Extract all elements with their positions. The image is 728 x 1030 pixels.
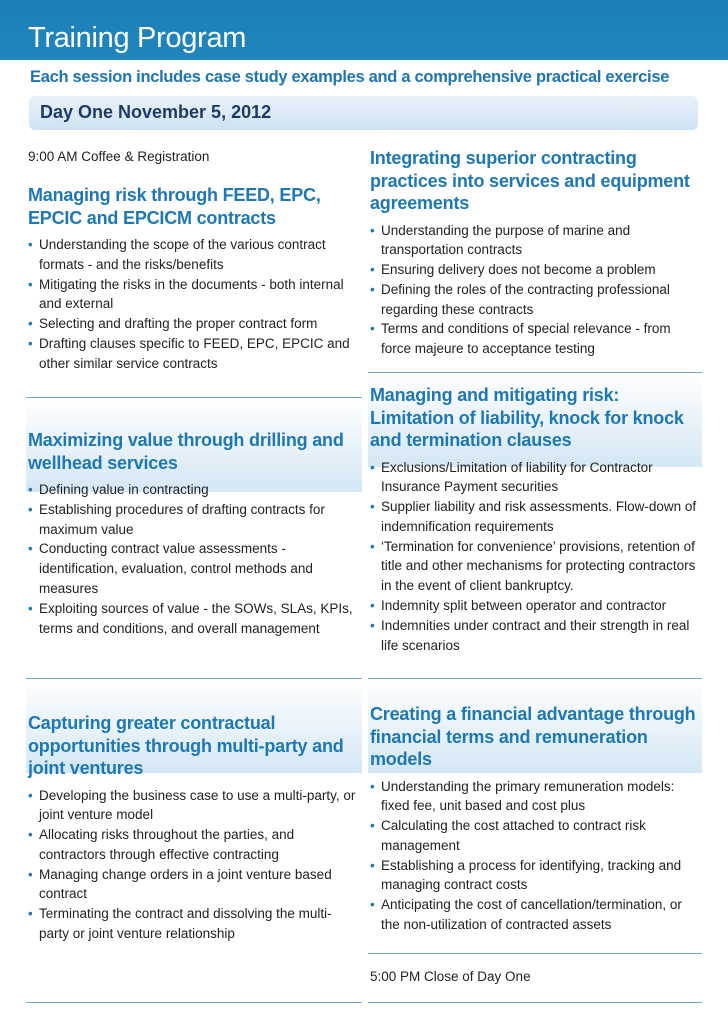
session-bullets (370, 221, 700, 360)
day-bar-label: Day One November 5, 2012 (40, 102, 272, 122)
bullet-item: • Indemnity split between operator and contractor (370, 596, 700, 616)
session-bullets (28, 786, 360, 944)
session-heading: Maximizing value through drilling and wellhead services (28, 430, 344, 473)
session-heading: Capturing greater contractual opportunities through multi-party and joint ventures (28, 713, 344, 778)
session-heading: Integrating superior contracting practices into services and equipment agreements (370, 148, 690, 213)
bullet-item: • Defining the roles of the contracting professional regarding these contracts (370, 281, 670, 317)
section-divider (368, 678, 702, 679)
bullet-item: • Establishing procedures of drafting contracts for maximum value (28, 501, 325, 537)
bullet-item: • Managing change orders in a joint venture based contract (28, 866, 332, 902)
bottom-divider (26, 1002, 362, 1003)
section-divider (26, 397, 362, 398)
session-bullets (28, 480, 360, 638)
bullet-item: • Understanding the primary remuneration models: fixed fee, unit based and cost plus (370, 778, 675, 814)
session-right-2 (370, 384, 700, 655)
bullet-icon: • (28, 600, 33, 616)
bullet-icon: • (28, 541, 33, 557)
session-left-1 (28, 184, 360, 374)
section-divider (26, 678, 362, 679)
day-bar (29, 96, 698, 130)
bullet-item: • ‘Termination for convenience’ provisions, retention of title and other mechanisms for protecting contractors in the event of client bankruptcy. (370, 538, 696, 594)
session-heading: Managing risk through FEED, EPC, EPCIC and EPCICM contracts (28, 185, 321, 228)
bullet-item: • Terms and conditions of special relevance - from force majeure to acceptance testing (370, 321, 671, 357)
bullet-item: • Defining value in contracting (28, 480, 360, 500)
bullet-icon: • (28, 237, 33, 252)
session-heading: Creating a financial advantage through financial terms and remuneration models (370, 704, 696, 769)
section-divider (368, 953, 702, 954)
session-bullets (370, 777, 700, 935)
section-divider (368, 372, 702, 373)
bullet-item: • Exclusions/Limitation of liability for Contractor Insurance Payment securities (370, 459, 653, 495)
bullet-icon: • (28, 335, 33, 351)
bullet-icon: • (28, 501, 33, 517)
bullet-item: • Calculating the cost attached to contract risk management (370, 818, 646, 853)
opening-time (28, 147, 360, 166)
bullet-item: • Mitigating the risks in the documents - both internal and external (28, 276, 344, 312)
bullet-item: • Drafting clauses specific to FEED, EPC, EPCIC and other similar service contracts (28, 335, 350, 371)
session-bullets (28, 235, 360, 374)
bullet-icon: • (370, 897, 375, 913)
bullet-item: • Conducting contract value assessments - identification, evaluation, control methods and measures (28, 541, 313, 596)
bullet-icon: • (28, 316, 33, 332)
bullet-icon: • (28, 827, 33, 843)
bullet-icon: • (370, 262, 375, 278)
bullet-item: • Establishing a process for identifying, tracking and managing contract costs (370, 857, 682, 893)
bullet-icon: • (370, 499, 375, 515)
page-title: Training Program (28, 22, 247, 54)
bullet-item: • Exploiting sources of value - the SOWs, SLAs, KPIs, terms and conditions, and overall management (28, 600, 353, 636)
bullet-icon: • (370, 538, 375, 554)
session-right-1 (370, 147, 700, 359)
closing-time-text: 5:00 PM Close of Day One (370, 969, 531, 984)
bullet-item: • Selecting and drafting the proper contract form (28, 314, 360, 334)
bullet-icon: • (370, 321, 375, 337)
bottom-divider (368, 1002, 702, 1003)
bullet-item: • Developing the business case to use a multi-party, or joint venture model (28, 787, 356, 823)
bullet-item: • Allocating risks throughout the parties, and contractors through effective contracting (28, 827, 295, 862)
bullet-icon: • (370, 222, 375, 238)
bullet-item: • Ensuring delivery does not become a problem (370, 260, 700, 280)
page-tagline: Each session includes case study examples and a comprehensive practical exercise (30, 68, 670, 86)
bullet-item: • Understanding the purpose of marine and transportation contracts (370, 222, 631, 258)
bullet-item: • Anticipating the cost of cancellation/termination, or the non-utilization of contracted assets (370, 897, 682, 933)
opening-time-text: 9:00 AM Coffee & Registration (28, 149, 210, 164)
session-left-3 (28, 712, 360, 944)
bullet-icon: • (370, 617, 375, 633)
bullet-icon: • (370, 778, 375, 794)
bullet-icon: • (370, 281, 375, 297)
bullet-icon: • (28, 276, 33, 292)
bullet-item: • Supplier liability and risk assessments. Flow-down of indemnification requirements (370, 499, 697, 534)
bullet-icon: • (28, 482, 33, 497)
bullet-icon: • (28, 866, 33, 882)
bullet-icon: • (370, 598, 375, 614)
bullet-item: • Understanding the scope of the various contract formats - and the risks/benefits (28, 237, 326, 272)
bullet-icon: • (370, 818, 375, 834)
bullet-icon: • (370, 459, 375, 475)
bullet-item: • Terminating the contract and dissolving the multi-party or joint venture relationship (28, 906, 332, 942)
bullet-icon: • (370, 857, 375, 873)
header-band (0, 0, 728, 60)
bullet-icon: • (28, 787, 33, 803)
session-heading: Managing and mitigating risk: Limitation of liability, knock for knock and termination clauses (370, 385, 684, 450)
bullet-icon: • (28, 906, 33, 922)
session-bullets (370, 458, 700, 656)
bullet-item: • Indemnities under contract and their strength in real life scenarios (370, 617, 690, 653)
session-left-2 (28, 429, 360, 638)
session-right-3 (370, 703, 700, 935)
closing-time (370, 967, 700, 986)
